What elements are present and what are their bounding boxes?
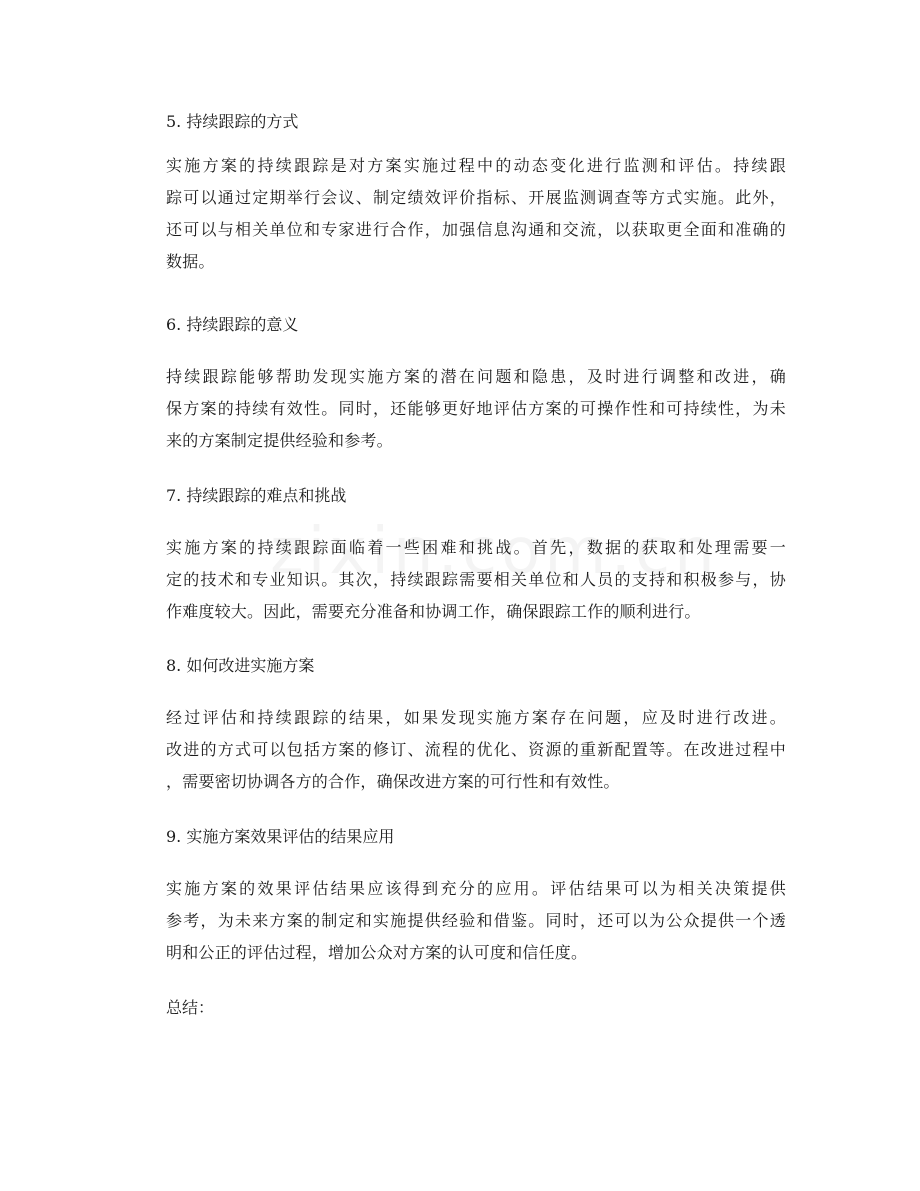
paragraph-line: 定的技术和专业知识。其次，持续跟踪需要相关单位和人员的支持和积极参与，协 bbox=[166, 570, 786, 589]
paragraph-line: 数据。 bbox=[166, 252, 215, 271]
paragraph-line: 来的方案制定提供经验和参考。 bbox=[166, 431, 393, 450]
paragraph-line: 实施方案的持续跟踪面临着一些困难和挑战。首先，数据的获取和处理需要一 bbox=[166, 538, 786, 557]
paragraph-line: 持续跟踪能够帮助发现实施方案的潜在问题和隐患，及时进行调整和改进，确 bbox=[166, 367, 786, 386]
paragraph-line: 保方案的持续有效性。同时，还能够更好地评估方案的可操作性和可持续性，为未 bbox=[166, 399, 786, 418]
section-paragraph-8 bbox=[166, 702, 786, 798]
section-heading-7: 7. 持续跟踪的难点和挑战 bbox=[166, 486, 347, 505]
section-heading-5: 5. 持续跟踪的方式 bbox=[166, 112, 299, 131]
section-paragraph-6 bbox=[166, 361, 786, 457]
paragraph-line: ，需要密切协调各方的合作，确保改进方案的可行性和有效性。 bbox=[166, 772, 620, 791]
paragraph-line: 作难度较大。因此，需要充分准备和协调工作，确保跟踪工作的顺利进行。 bbox=[166, 602, 701, 621]
section-heading-9: 9. 实施方案效果评估的结果应用 bbox=[166, 827, 395, 846]
paragraph-line: 明和公正的评估过程，增加公众对方案的认可度和信任度。 bbox=[166, 943, 588, 962]
paragraph-line: 改进的方式可以包括方案的修订、流程的优化、资源的重新配置等。在改进过程中 bbox=[166, 740, 786, 759]
section-paragraph-5 bbox=[166, 150, 786, 278]
paragraph-line: 实施方案的持续跟踪是对方案实施过程中的动态变化进行监测和评估。持续跟 bbox=[166, 156, 786, 175]
paragraph-line: 还可以与相关单位和专家进行合作，加强信息沟通和交流，以获取更全面和准确的 bbox=[166, 220, 786, 239]
section-paragraph-9 bbox=[166, 873, 786, 969]
summary-label: 总结： bbox=[166, 998, 215, 1017]
section-heading-8: 8. 如何改进实施方案 bbox=[166, 656, 315, 675]
paragraph-line: 实施方案的效果评估结果应该得到充分的应用。评估结果可以为相关决策提供 bbox=[166, 879, 786, 898]
section-paragraph-7 bbox=[166, 532, 786, 628]
paragraph-line: 踪可以通过定期举行会议、制定绩效评价指标、开展监测调查等方式实施。此外， bbox=[166, 188, 786, 207]
paragraph-line: 参考，为未来方案的制定和实施提供经验和借鉴。同时，还可以为公众提供一个透 bbox=[166, 911, 786, 930]
paragraph-line: 经过评估和持续跟踪的结果，如果发现实施方案存在问题，应及时进行改进。 bbox=[166, 708, 786, 727]
section-heading-6: 6. 持续跟踪的意义 bbox=[166, 315, 299, 334]
